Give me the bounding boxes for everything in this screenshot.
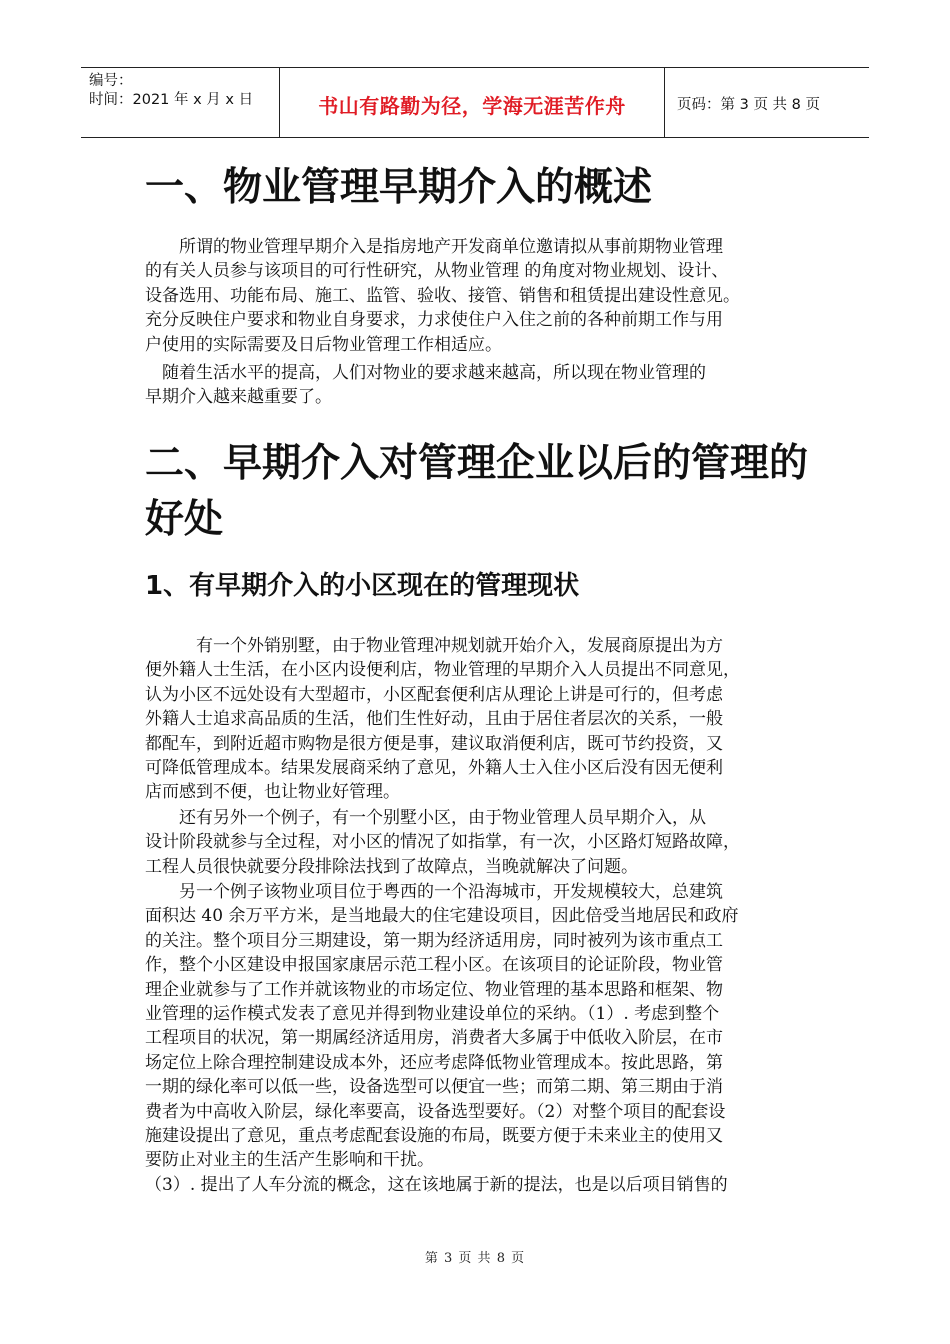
page-footer: 第 3 页 共 8 页	[424, 1251, 526, 1266]
header-motto-cell	[280, 68, 665, 137]
text-line: 有一个外销别墅，由于物业管理冲规划就开始介入，发展商原提出为方	[145, 636, 723, 656]
text-line: 店而感到不便，也让物业好管理。	[145, 782, 400, 803]
text-line: 业管理的运作模式发表了意见并得到物业建设单位的采纳。（1）. 考虑到整个	[145, 1003, 720, 1024]
document-date-label: 时间：2021 年 x 月 x 日	[89, 92, 254, 108]
header-page-info: 页码：第 3 页 共 8 页	[677, 97, 820, 113]
section2-paragraph-2	[145, 806, 825, 879]
text-line: 所谓的物业管理早期介入是指房地产开发商单位邀请拟从事前期物业管理	[145, 237, 723, 257]
text-line: 外籍人士追求高品质的生活，他们生性好动，且由于居住者层次的关系，一般	[145, 709, 723, 730]
section2-paragraph-3	[145, 880, 825, 1197]
text-line: 场定位上除合理控制建设成本外，还应考虑降低物业管理成本。按此思路，第	[145, 1052, 723, 1073]
text-line: 都配车，到附近超市购物是很方便是事，建议取消便利店，既可节约投资，又	[145, 733, 723, 754]
header-meta-cell	[81, 68, 280, 137]
header-motto: 书山有路勤为径，学海无涯苦作舟	[318, 94, 626, 118]
text-line: 户使用的实际需要及日后物业管理工作相适应。	[145, 334, 502, 355]
section2-title-line2: 好处	[145, 497, 224, 542]
text-line: （3）. 提出了人车分流的概念，这在该地属于新的提法，也是以后项目销售的	[145, 1174, 728, 1195]
text-line: 费者为中高收入阶层，绿化率要高，设备选型要好。（2）对整个项目的配套设	[145, 1101, 726, 1122]
text-line: 早期介入越来越重要了。	[145, 387, 332, 408]
text-line: 设计阶段就参与全过程，对小区的情况了如指掌，有一次，小区路灯短路故障，	[145, 832, 740, 853]
text-line: 施建设提出了意见，重点考虑配套设施的布局，既要方便于未来业主的使用又	[145, 1125, 723, 1146]
section2-title-line1: 二、早期介入对管理企业以后的管理的	[145, 441, 809, 486]
text-line: 便外籍人士生活，在小区内设便利店，物业管理的早期介入人员提出不同意见，	[145, 660, 740, 681]
section2-subtitle-1: 1、有早期介入的小区现在的管理现状	[145, 571, 580, 601]
text-line: 可降低管理成本。结果发展商采纳了意见，外籍人士入住小区后没有因无便利	[145, 757, 723, 778]
text-line: 的关注。整个项目分三期建设，第一期为经济适用房，同时被列为该市重点工	[145, 930, 723, 951]
text-line: 充分反映住户要求和物业自身要求，力求使住户入住之前的各种前期工作与用	[145, 310, 723, 331]
section1-paragraph-1	[145, 235, 825, 357]
text-line: 工程人员很快就要分段排除法找到了故障点，当晚就解决了问题。	[145, 856, 638, 877]
text-line: 作，整个小区建设申报国家康居示范工程小区。在该项目的论证阶段，物业管	[145, 955, 723, 976]
text-line: 随着生活水平的提高，人们对物业的要求越来越高，所以现在物业管理的	[145, 363, 706, 383]
document-header	[81, 67, 869, 138]
header-page-cell	[665, 68, 869, 137]
document-number-label: 编号：	[89, 73, 133, 89]
text-line: 还有另外一个例子，有一个别墅小区，由于物业管理人员早期介入，从	[145, 808, 706, 828]
text-line: 一期的绿化率可以低一些，设备选型可以便宜一些；而第二期、第三期由于消	[145, 1077, 723, 1098]
text-line: 理企业就参与了工作并就该物业的市场定位、物业管理的基本思路和框架、物	[145, 979, 723, 1000]
text-line: 面积达 40 余万平方米，是当地最大的住宅建设项目，因此倍受当地居民和政府	[145, 906, 739, 927]
text-line: 的有关人员参与该项目的可行性研究，从物业管理 的角度对物业规划、设计、	[145, 261, 729, 282]
text-line: 工程项目的状况，第一期属经济适用房，消费者大多属于中低收入阶层，在市	[145, 1028, 723, 1049]
text-line: 另一个例子该物业项目位于粤西的一个沿海城市，开发规模较大，总建筑	[145, 882, 723, 902]
section1-paragraph-2	[145, 361, 825, 410]
text-line: 要防止对业主的生活产生影响和干扰。	[145, 1150, 434, 1171]
section1-title: 一、物业管理早期介入的概述	[145, 165, 653, 210]
text-line: 设备选用、功能布局、施工、监管、验收、接管、销售和租赁提出建设性意见。	[145, 285, 740, 306]
text-line: 认为小区不远处设有大型超市，小区配套便利店从理论上讲是可行的，但考虑	[145, 684, 723, 705]
section2-paragraph-1	[145, 634, 825, 805]
